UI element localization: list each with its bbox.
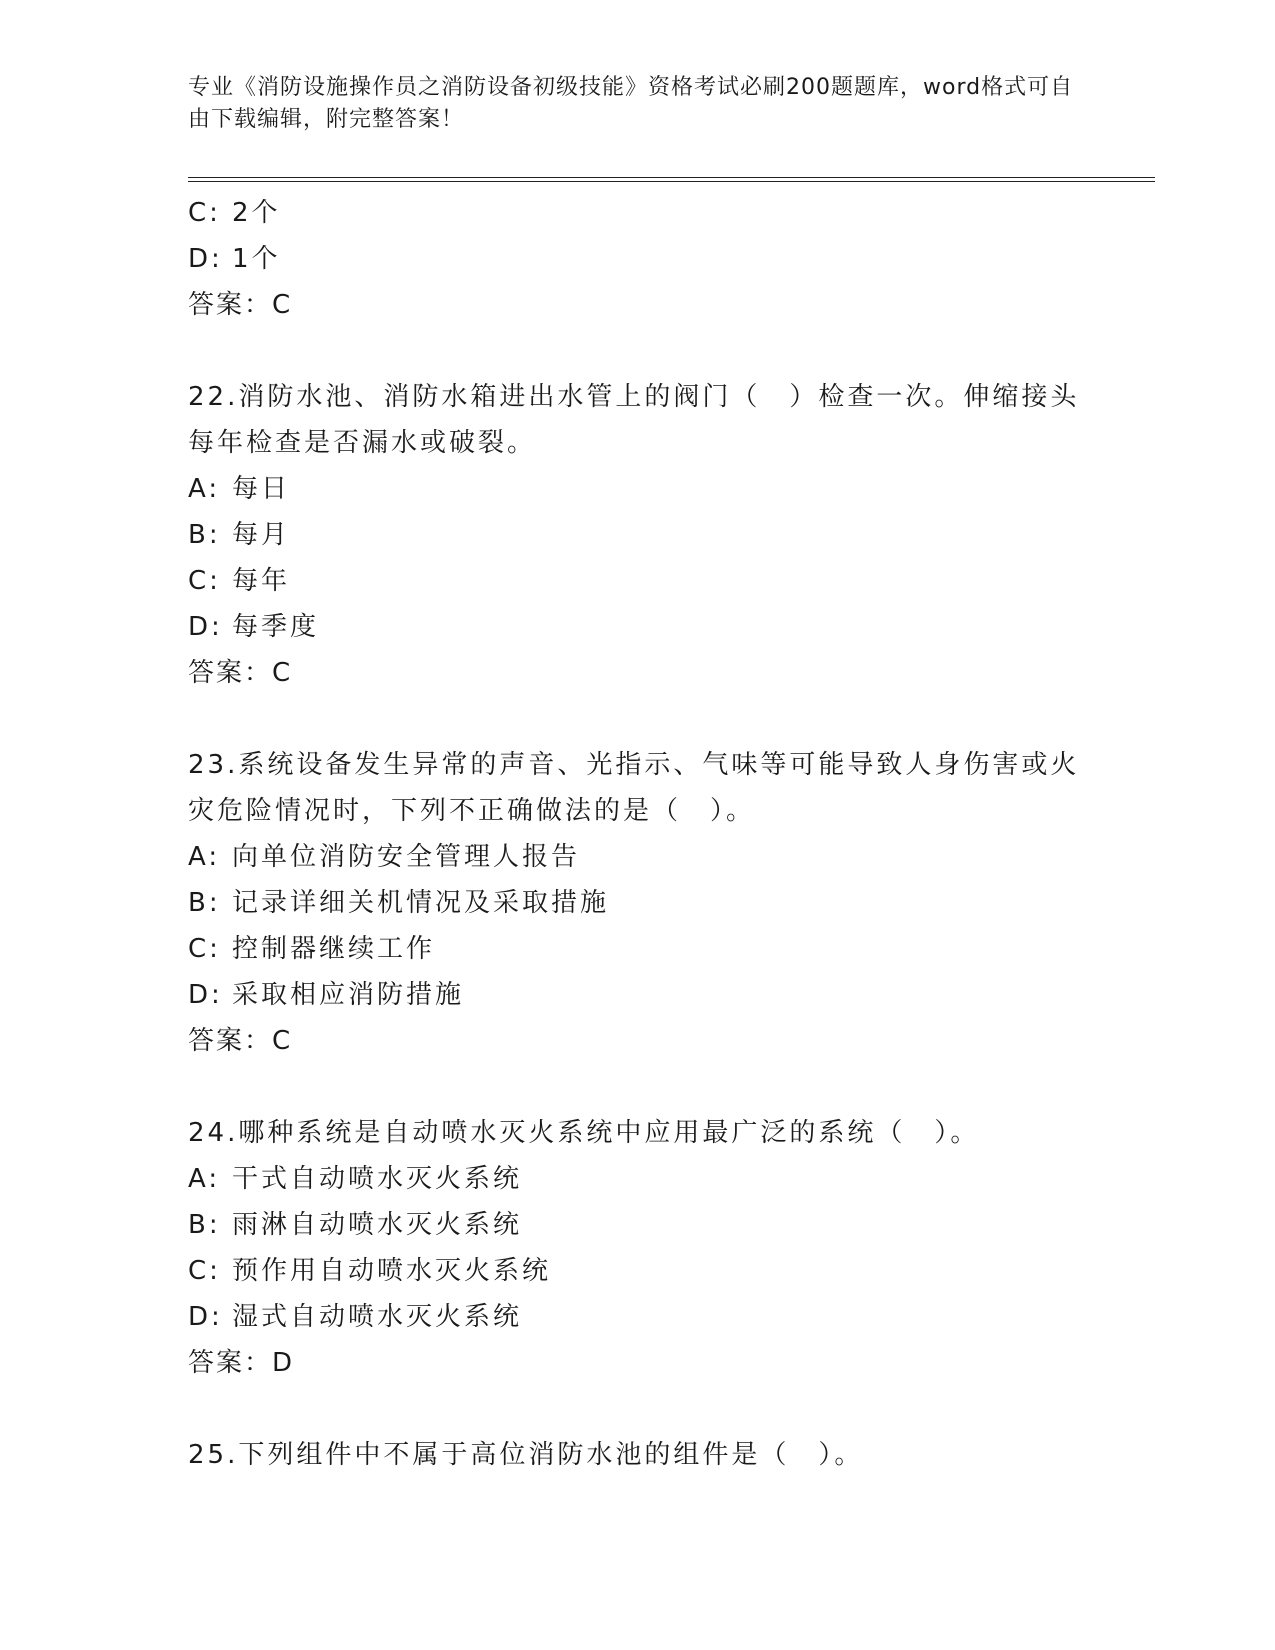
option-c xyxy=(188,1248,1088,1294)
page-header: 专业《消防设施操作员之消防设备初级技能》资格考试必刷200题题库，word格式可自由下载编辑，附完整答案！ xyxy=(188,75,1074,132)
answer-line: 答案：C xyxy=(188,1026,293,1056)
option-text: 1个 xyxy=(232,244,281,274)
answer-line: 答案：C xyxy=(188,658,293,688)
option-key: B: xyxy=(188,1210,221,1240)
option-key: C: xyxy=(188,934,221,964)
header-divider xyxy=(188,177,1155,182)
option-d xyxy=(188,972,1088,1018)
question-stem: 25.下列组件中不属于高位消防水池的组件是（ ）。 xyxy=(188,1440,864,1470)
option-text: 向单位消防安全管理人报告 xyxy=(232,842,581,872)
answer-line: 答案：D xyxy=(188,1348,295,1378)
option-d xyxy=(188,236,1088,282)
question-stem: 23.系统设备发生异常的声音、光指示、气味等可能导致人身伤害或火灾危险情况时，下列不正确做法的是（ ）。 xyxy=(188,750,1080,826)
option-text: 2个 xyxy=(232,198,281,228)
option-key: D: xyxy=(188,244,223,274)
option-key: C: xyxy=(188,1256,221,1286)
option-text: 控制器继续工作 xyxy=(232,934,436,964)
question-content xyxy=(188,190,1088,1478)
option-c xyxy=(188,926,1088,972)
option-b xyxy=(188,880,1088,926)
option-text: 湿式自动喷水灭火系统 xyxy=(232,1302,523,1332)
answer-line: 答案：C xyxy=(188,290,293,320)
option-key: C: xyxy=(188,566,221,596)
option-key: A: xyxy=(188,474,221,504)
option-a xyxy=(188,834,1088,880)
option-key: B: xyxy=(188,888,221,918)
option-key: B: xyxy=(188,520,221,550)
option-text: 每季度 xyxy=(232,612,320,642)
option-text: 每日 xyxy=(232,474,291,504)
option-a xyxy=(188,466,1088,512)
option-b xyxy=(188,512,1088,558)
option-text: 采取相应消防措施 xyxy=(232,980,465,1010)
option-key: C: xyxy=(188,198,221,228)
option-key: A: xyxy=(188,842,221,872)
option-text: 每月 xyxy=(232,520,291,550)
option-key: D: xyxy=(188,1302,223,1332)
option-b xyxy=(188,1202,1088,1248)
option-key: D: xyxy=(188,612,223,642)
question-stem: 22.消防水池、消防水箱进出水管上的阀门（ ）检查一次。伸缩接头每年检查是否漏水或破裂。 xyxy=(188,382,1080,458)
option-d xyxy=(188,1294,1088,1340)
option-text: 记录详细关机情况及采取措施 xyxy=(232,888,610,918)
option-text: 雨淋自动喷水灭火系统 xyxy=(232,1210,523,1240)
option-c xyxy=(188,558,1088,604)
option-key: D: xyxy=(188,980,223,1010)
question-stem: 24.哪种系统是自动喷水灭火系统中应用最广泛的系统（ ）。 xyxy=(188,1118,980,1148)
option-text: 干式自动喷水灭火系统 xyxy=(232,1164,523,1194)
option-d xyxy=(188,604,1088,650)
option-text: 预作用自动喷水灭火系统 xyxy=(232,1256,552,1286)
option-text: 每年 xyxy=(232,566,291,596)
option-a xyxy=(188,1156,1088,1202)
option-c xyxy=(188,190,1088,236)
option-key: A: xyxy=(188,1164,221,1194)
